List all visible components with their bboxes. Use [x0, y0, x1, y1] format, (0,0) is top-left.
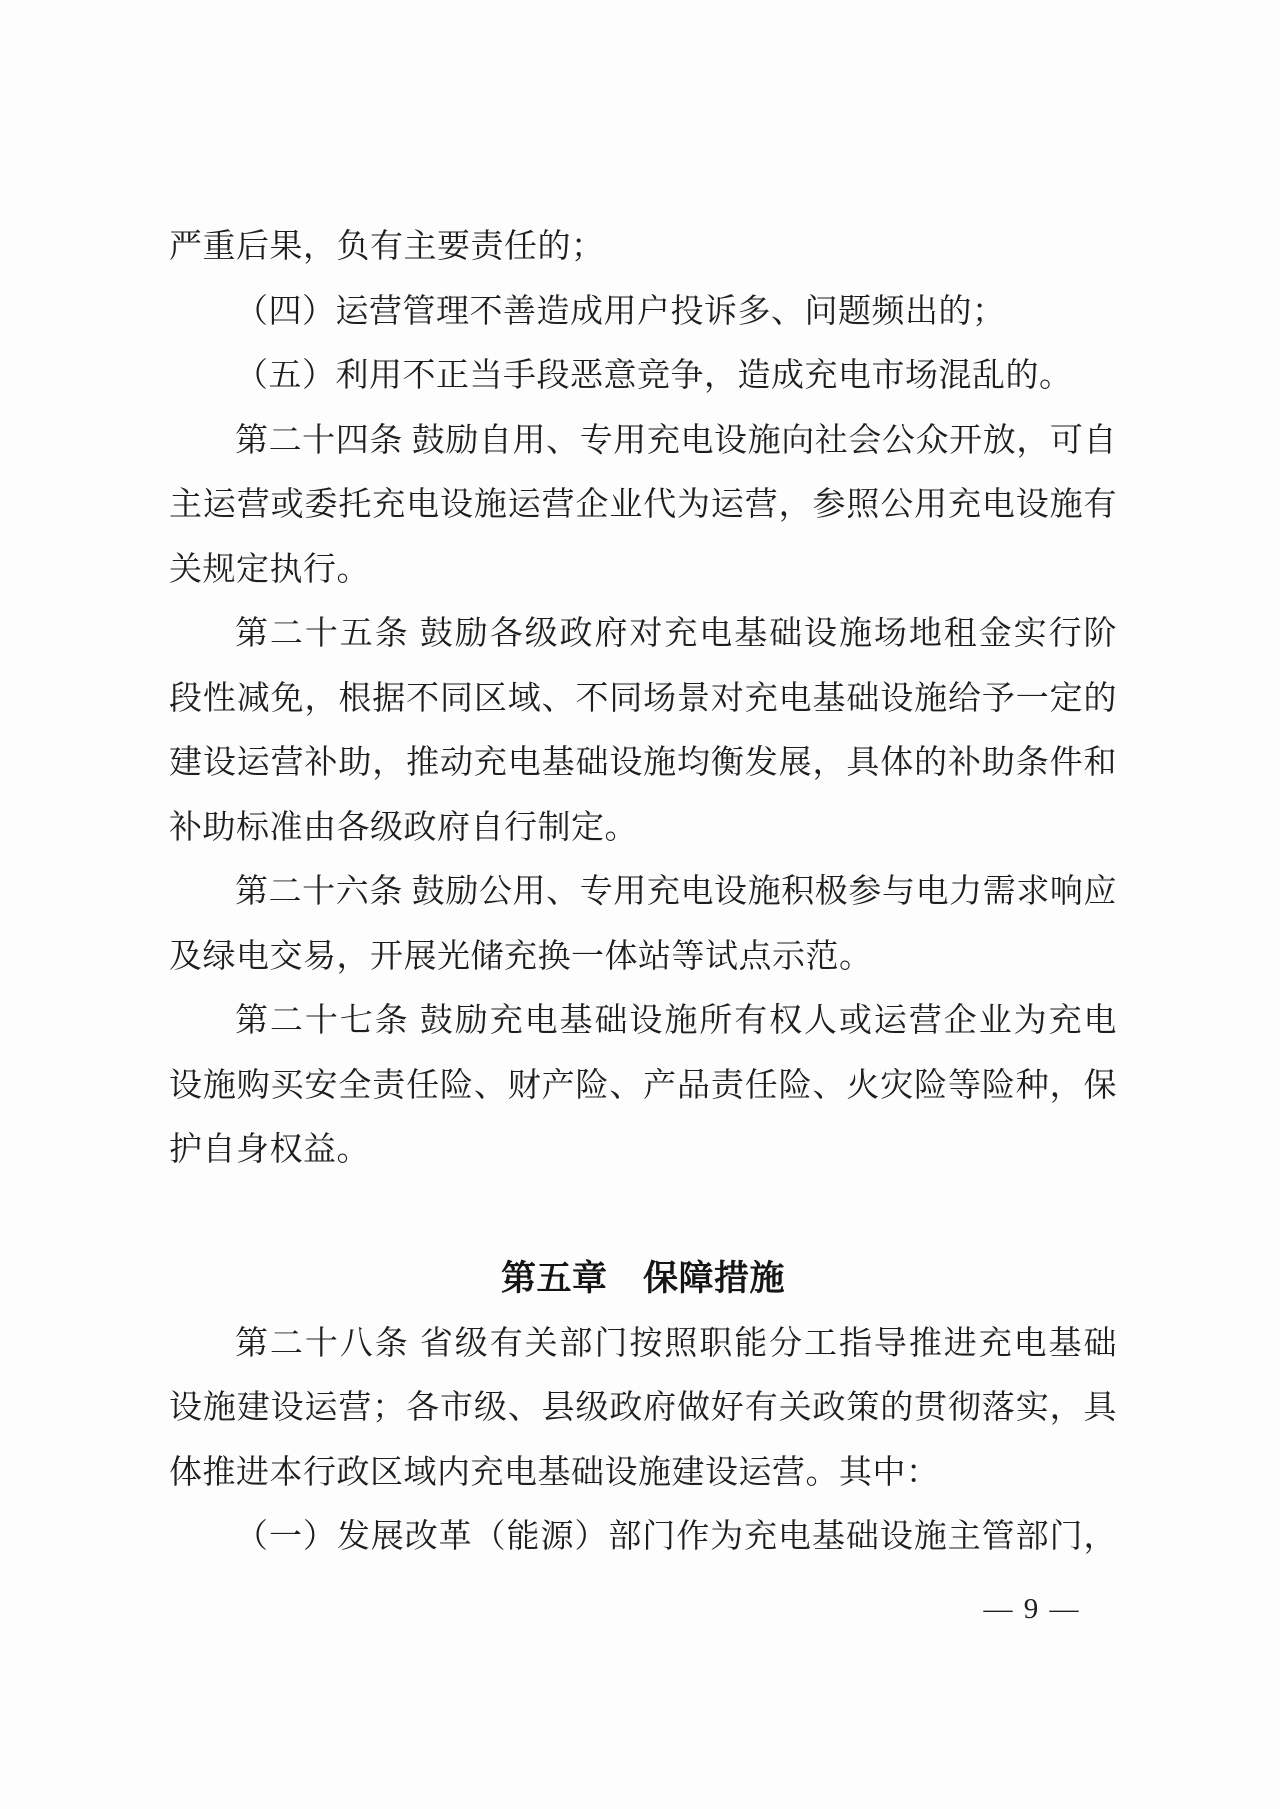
text-line: 建设运营补助，推动充电基础设施均衡发展，具体的补助条件和 — [169, 745, 1117, 781]
text-line: 第二十八条 省级有关部门按照职能分工指导推进充电基础 — [235, 1325, 1117, 1362]
text-line: 及绿电交易，开展光储充换一体站等试点示范。 — [169, 938, 873, 975]
text-line: 段性减免，根据不同区域、不同场景对充电基础设施给予一定的 — [169, 680, 1117, 717]
text-line: 补助标准由各级政府自行制定。 — [169, 809, 638, 846]
text-line: 护自身权益。 — [169, 1132, 370, 1168]
text-line: （四）运营管理不善造成用户投诉多、问题频出的； — [235, 293, 1006, 330]
blank-line — [169, 1183, 1117, 1248]
text-line: 第二十四条 鼓励自用、专用充电设施向社会公众开放，可自 — [235, 422, 1117, 459]
text-line: （一）发展改革（能源）部门作为充电基础设施主管部门， — [235, 1519, 1117, 1555]
text-line: 第二十六条 鼓励公用、专用充电设施积极参与电力需求响应 — [235, 874, 1117, 910]
page-number: — 9 — — [983, 1593, 1081, 1625]
text-line: 设施建设运营；各市级、县级政府做好有关政策的贯彻落实，具 — [169, 1390, 1117, 1426]
text-line: 体推进本行政区域内充电基础设施建设运营。其中： — [169, 1454, 940, 1491]
text-line: 第二十五条 鼓励各级政府对充电基础设施场地租金实行阶 — [235, 616, 1117, 652]
text-line: 设施购买安全责任险、财产险、产品责任险、火灾险等险种，保 — [169, 1067, 1117, 1104]
text-line: 第二十七条 鼓励充电基础设施所有权人或运营企业为充电 — [235, 1003, 1117, 1039]
text-line: 关规定执行。 — [169, 551, 370, 588]
text-line: 主运营或委托充电设施运营企业代为运营，参照公用充电设施有 — [169, 487, 1117, 523]
text-line: 严重后果，负有主要责任的； — [169, 229, 605, 265]
chapter-heading: 第五章 保障措施 — [500, 1259, 785, 1298]
text-line: （五）利用不正当手段恶意竞争，造成充电市场混乱的。 — [235, 358, 1073, 394]
document-body — [169, 215, 1117, 1570]
